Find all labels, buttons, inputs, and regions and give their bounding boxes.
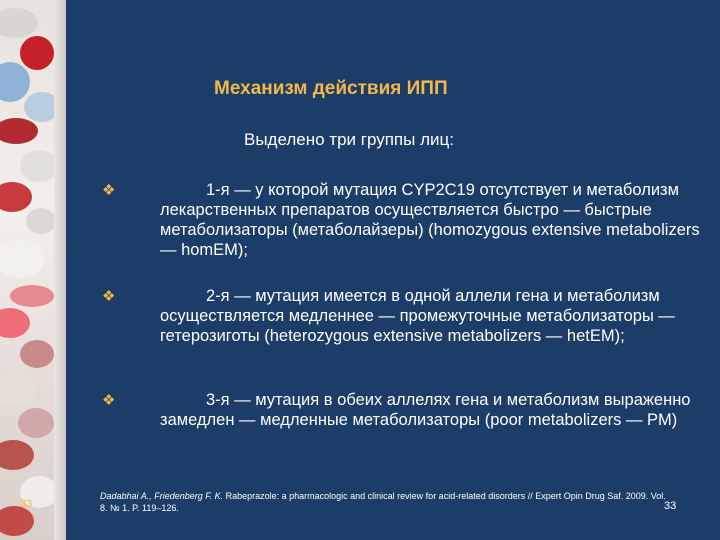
slide-subtitle: Выделено три группы лиц: xyxy=(244,130,454,149)
slide-number-right: 33 xyxy=(664,500,677,512)
pills-decorative-image xyxy=(0,0,54,540)
bullet-text-1: 1-я — у которой мутация CYP2C19 отсутствует и метаболизм лекарственных препаратов осуществляется быстро — быстрые метаболизаторы (метаболайзеры) (homozygous extensive metabolizers — homEM); xyxy=(160,181,700,259)
citation-text: Rabeprazole: a pharmacologic and clinical review for acid-related disorders // Expert Opin Drug Saf. 2009. Vol. 8. № 1. P. 119–126. xyxy=(100,491,666,513)
bullet-text-3: 3-я — мутация в обеих аллелях гена и метаболизм выраженно замедлен — медленные метаболизаторы (poor metabolizers — PM) xyxy=(160,391,691,429)
bullet-text-2: 2-я — мутация имеется в одной аллели гена и метаболизм осуществляется медленнее — промежуточные метаболизаторы — гетерозиготы (heterozygous extensive metabolizers — hetEM); xyxy=(160,287,675,345)
slide-title: Механизм действия ИПП xyxy=(214,78,448,99)
citation xyxy=(100,490,670,514)
diamond-bullet-icon: ❖ xyxy=(102,288,116,305)
citation-authors: Dadabhai A., Friedenberg F. K. xyxy=(100,491,224,501)
diamond-bullet-icon: ❖ xyxy=(102,182,116,199)
slide-content xyxy=(66,0,720,540)
diamond-bullet-icon: ❖ xyxy=(102,392,116,409)
divider-bar xyxy=(54,0,66,540)
slide-number-left: 33 xyxy=(20,498,33,510)
